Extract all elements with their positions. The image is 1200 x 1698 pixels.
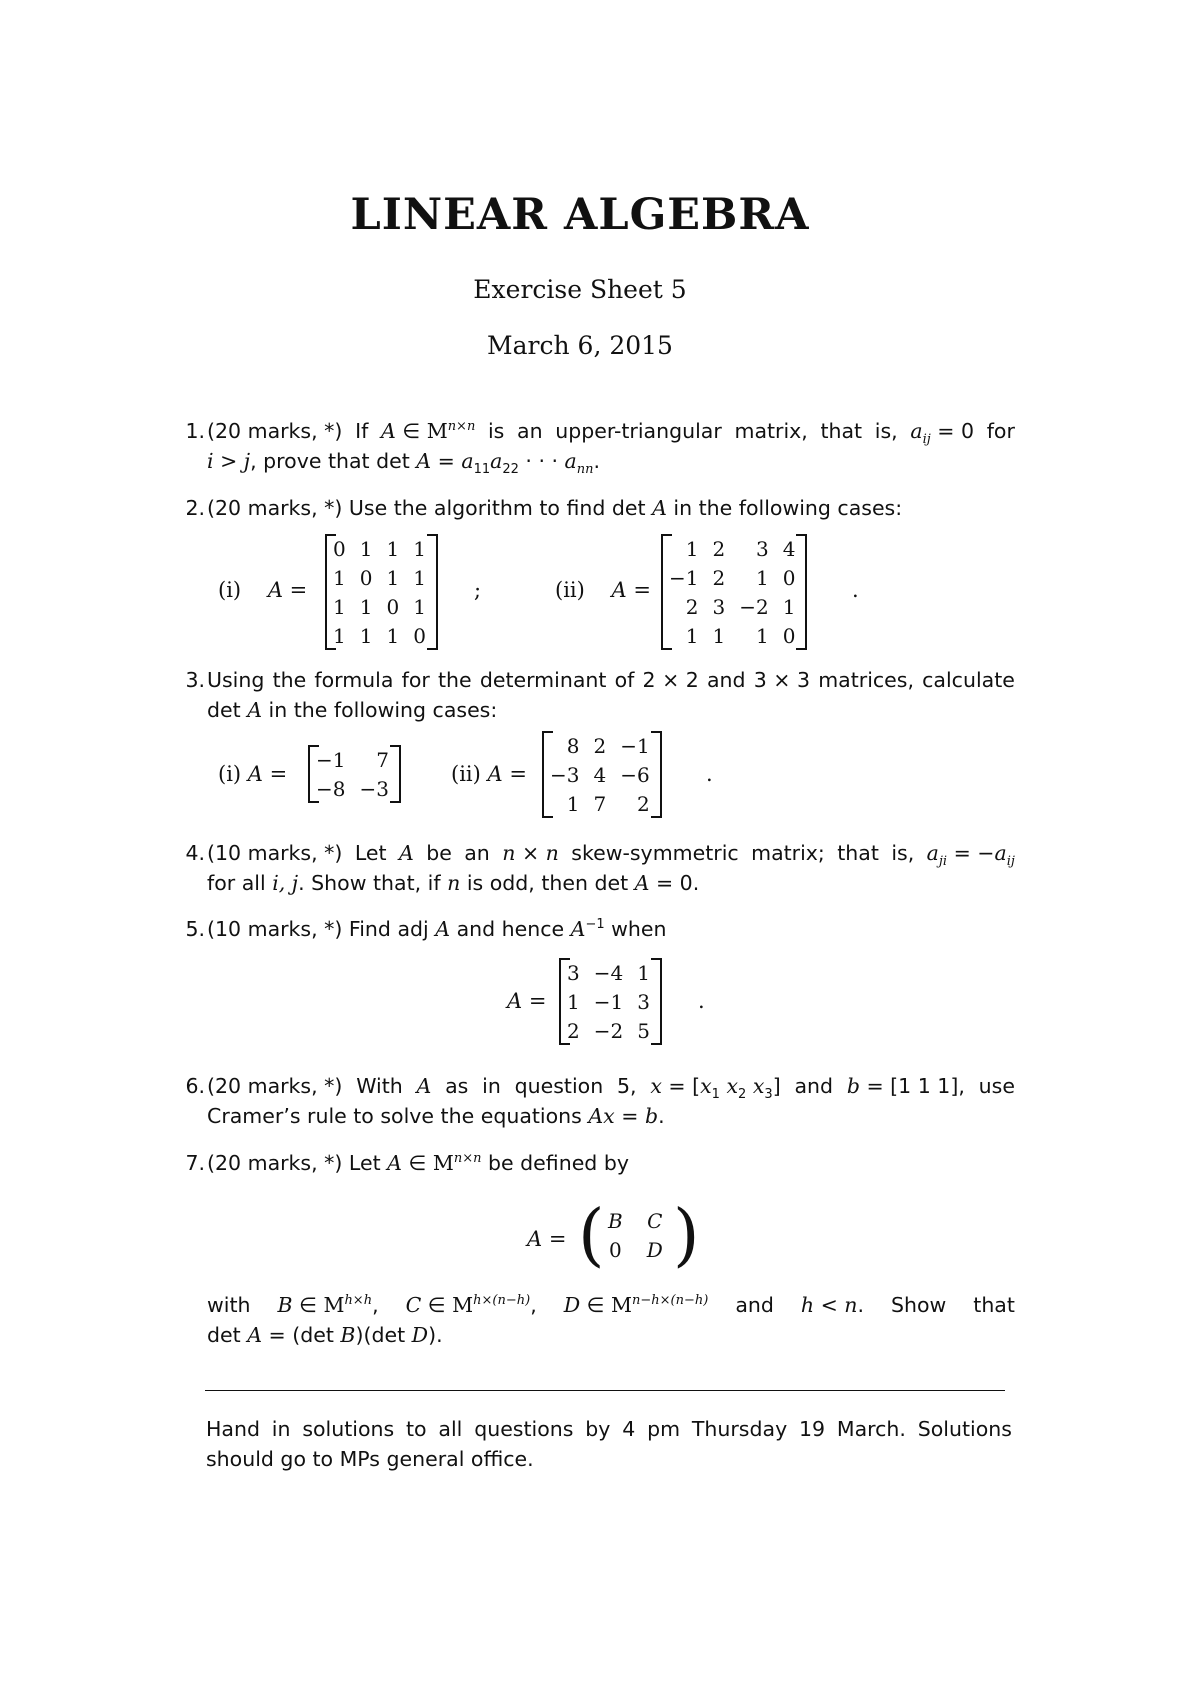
case-label: (ii) A = — [451, 762, 527, 786]
matrix-entry: −1 — [669, 565, 699, 590]
matrix-entry: B — [608, 1208, 623, 1233]
matrix-row — [310, 745, 399, 774]
separator: ; — [474, 578, 482, 602]
matrix-entry: 5 — [637, 1018, 650, 1043]
matrix-entry: D — [646, 1237, 663, 1262]
matrix-row — [663, 534, 805, 563]
matrix-entry: 3 — [712, 594, 726, 619]
matrix-entry: 1 — [413, 594, 426, 619]
sheet-subtitle: Exercise Sheet 5 — [473, 275, 687, 304]
matrix-entry: 4 — [593, 762, 607, 787]
matrix-entry: 2 — [712, 565, 726, 590]
matrix-entry: 1 — [359, 594, 373, 619]
matrix-entry: 1 — [333, 594, 346, 619]
matrix-entry: 4 — [782, 536, 796, 561]
matrix-row — [663, 592, 805, 621]
matrix-entry: 2 — [636, 791, 650, 816]
question-text: Cramer’s rule to solve the equations Ax = b. — [207, 1104, 665, 1128]
question-7-continued — [175, 1290, 1015, 1350]
matrix-entry: 0 — [359, 565, 373, 590]
left-paren: ( — [578, 1196, 605, 1275]
matrix-q5 — [561, 958, 660, 1045]
question-1 — [175, 416, 1015, 476]
matrix-entry: 0 — [782, 565, 796, 590]
submission-note-line-1: Hand in solutions to all questions by 4 pm Thursday 19 March. Solutions — [206, 1417, 1012, 1441]
equation-lhs: A = — [507, 989, 547, 1013]
matrix-q2-ii — [663, 534, 805, 650]
question-text: (10 marks, *) Find adj A and hence $A^{-1}$ when — [207, 917, 667, 941]
question-text: det A = (det B)(det D). — [207, 1323, 443, 1347]
right-paren: ) — [673, 1196, 700, 1275]
question-text: (20 marks, *) Let A ∈ $M^{n\times n}$ be defined by — [207, 1151, 629, 1175]
matrix-entry: 1 — [359, 536, 373, 561]
matrix-entry: 8 — [566, 733, 580, 758]
separator: . — [852, 578, 859, 602]
question-5 — [175, 914, 1015, 944]
submission-note-line-2: should go to MPs general office. — [206, 1447, 534, 1471]
matrix-entry: 0 — [386, 594, 400, 619]
matrix-row — [310, 774, 399, 803]
separator: . — [706, 762, 713, 786]
question-text: Using the formula for the determinant of 2 × 2 and 3 × 3 matrices, calculate — [207, 668, 1015, 692]
matrix-row — [596, 1206, 675, 1235]
question-text: (10 marks, *) Let A be an n × n skew-symmetric matrix; that is, $a_{ji} = -a_{ij}$ — [207, 841, 1015, 870]
question-3 — [175, 665, 1015, 725]
question-text: with B ∈ $M^{h\times h}$, C ∈ $M^{h\times(n-h)}$, D ∈ $M^{n-h\times(n-h)}$ and h < n. Show that — [207, 1293, 1015, 1317]
matrix-entry: −3 — [359, 776, 389, 801]
matrix-row — [327, 592, 436, 621]
matrix-row — [561, 987, 660, 1016]
matrix-entry: 1 — [359, 623, 373, 648]
matrix-row — [544, 789, 660, 818]
matrix-row — [544, 760, 660, 789]
matrix-entry: 1 — [567, 989, 580, 1014]
case-label: (i) A = — [218, 578, 308, 602]
matrix-entry: −3 — [550, 762, 580, 787]
matrix-entry: 2 — [712, 536, 726, 561]
matrix-row — [561, 1016, 660, 1045]
question-number: 2. — [185, 496, 205, 520]
matrix-q3-i — [310, 745, 399, 803]
question-text: for all i, j. Show that, if n is odd, then det A = 0. — [207, 871, 700, 895]
matrix-q3-ii — [544, 731, 660, 818]
matrix-entry: −8 — [316, 776, 346, 801]
submission-note — [206, 1414, 1012, 1474]
matrix-entry: 3 — [567, 960, 580, 985]
question-text: i > j, prove that $\det A = a_{11}a_{22}$ · · · $a_{nn}$. — [207, 449, 601, 478]
matrix-row — [327, 621, 436, 650]
matrix-entry: 0 — [782, 623, 796, 648]
matrix-row — [544, 731, 660, 760]
matrix-entry: 1 — [333, 565, 346, 590]
matrix-entry: 1 — [685, 536, 699, 561]
matrix-entry: 1 — [685, 623, 699, 648]
matrix-entry: 1 — [782, 594, 796, 619]
matrix-entry: 1 — [413, 565, 426, 590]
question-2 — [175, 493, 1015, 523]
matrix-entry: 0 — [608, 1237, 622, 1262]
matrix-row — [663, 621, 805, 650]
matrix-row — [561, 958, 660, 987]
horizontal-divider — [205, 1390, 1005, 1391]
matrix-entry: 7 — [593, 791, 607, 816]
case-label: (i) A = — [218, 762, 288, 786]
matrix-entry: −1 — [593, 989, 624, 1014]
question-number: 4. — [185, 841, 205, 865]
matrix-entry: 2 — [593, 733, 607, 758]
matrix-entry: 7 — [376, 747, 389, 772]
matrix-entry: −2 — [593, 1018, 624, 1043]
matrix-entry: 3 — [637, 989, 650, 1014]
matrix-entry: −6 — [620, 762, 650, 787]
matrix-entry: −2 — [739, 594, 769, 619]
matrix-entry: −1 — [316, 747, 346, 772]
matrix-entry: 0 — [333, 536, 346, 561]
question-4 — [175, 838, 1015, 898]
question-text: (20 marks, *) If A ∈ $M^{n\times n}$ is an upper-triangular matrix, that is, $a_{ij} = 0$ for — [207, 419, 1015, 448]
matrix-entry: 3 — [755, 536, 769, 561]
matrix-entry: 1 — [386, 565, 400, 590]
sheet-date: March 6, 2015 — [487, 331, 673, 360]
question-number: 1. — [185, 419, 205, 443]
matrix-entry: 1 — [712, 623, 726, 648]
matrix-entry: 2 — [567, 1018, 580, 1043]
matrix-entry: 2 — [685, 594, 699, 619]
matrix-entry: −4 — [593, 960, 624, 985]
matrix-entry: −1 — [620, 733, 650, 758]
matrix-row — [596, 1235, 675, 1264]
matrix-row — [663, 563, 805, 592]
matrix-q2-i — [327, 534, 436, 650]
matrix-entry: 1 — [386, 536, 400, 561]
block-matrix-q7 — [596, 1206, 675, 1264]
matrix-entry: 1 — [413, 536, 426, 561]
question-text: (20 marks, *) With A as in question 5, $x = [x_1$ $x_2$ $x_3$] and b = [1 1 1], use — [207, 1074, 1015, 1103]
question-number: 5. — [185, 917, 205, 941]
equation-lhs: A = — [527, 1227, 567, 1251]
matrix-entry: 1 — [386, 623, 400, 648]
matrix-row — [327, 563, 436, 592]
matrix-entry: 1 — [566, 791, 580, 816]
matrix-entry: 0 — [413, 623, 426, 648]
question-number: 7. — [185, 1151, 205, 1175]
matrix-entry: 1 — [755, 623, 769, 648]
question-text: det A in the following cases: — [207, 698, 498, 722]
question-number: 3. — [185, 668, 205, 692]
question-number: 6. — [185, 1074, 205, 1098]
matrix-entry: C — [647, 1208, 663, 1233]
question-text: (20 marks, *) Use the algorithm to find det A in the following cases: — [207, 496, 903, 520]
matrix-entry: 1 — [333, 623, 346, 648]
document-title: LINEAR ALGEBRA — [350, 190, 810, 240]
matrix-entry: 1 — [755, 565, 769, 590]
separator: . — [698, 989, 705, 1013]
matrix-row — [327, 534, 436, 563]
matrix-entry: 1 — [637, 960, 650, 985]
question-6 — [175, 1071, 1015, 1131]
question-7 — [175, 1148, 1015, 1178]
case-label: (ii) A = — [555, 578, 651, 602]
